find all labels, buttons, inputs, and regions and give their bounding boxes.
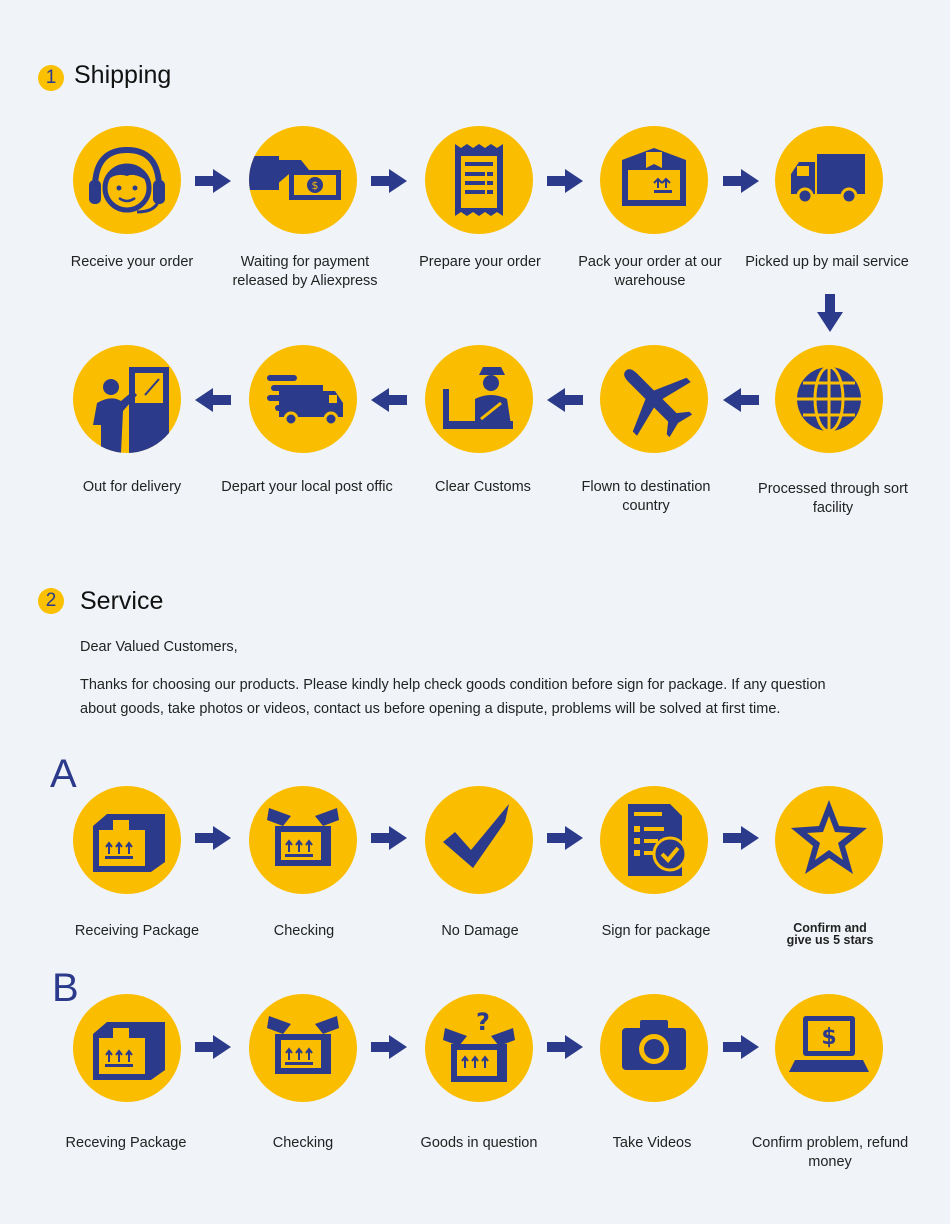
svg-text:$: $ — [311, 179, 319, 192]
closed-box-icon — [73, 786, 181, 894]
step-label: Receiving Package — [74, 923, 200, 939]
payment-hand-icon — [249, 126, 357, 234]
message-line: Thanks for choosing our products. Please kindly help check goods condition before sign for package. If any question — [80, 677, 826, 693]
step-label: Picked up by mail service — [745, 254, 909, 270]
step-label: Flown to destination country — [581, 479, 711, 514]
star-icon — [775, 786, 883, 894]
flow-letter: A — [50, 752, 77, 796]
arrow-left-icon — [723, 388, 759, 412]
arrow-right-icon — [371, 1035, 407, 1059]
step-label: Take Videos — [612, 1135, 692, 1151]
arrow-left-icon — [195, 388, 231, 412]
section-title: Shipping — [74, 61, 172, 89]
step-label: Pack your order at our warehouse — [578, 254, 722, 289]
arrow-right-icon — [547, 169, 583, 193]
step-label: Receive your order — [70, 254, 194, 270]
arrow-right-icon — [195, 169, 231, 193]
globe-icon — [775, 345, 883, 453]
arrow-right-icon — [723, 169, 759, 193]
svg-text:?: ? — [476, 1008, 490, 1036]
step-label — [740, 922, 920, 946]
checklist-icon — [600, 786, 708, 894]
open-box-icon — [249, 786, 357, 894]
step-label: Goods in question — [420, 1135, 538, 1151]
headset-agent-icon — [73, 126, 181, 234]
arrow-down-icon — [817, 294, 843, 332]
airplane-icon — [600, 345, 708, 453]
step-label: Waiting for payment released by Aliexpress — [232, 254, 378, 289]
arrow-right-icon — [371, 169, 407, 193]
step-label: Checking — [272, 1135, 334, 1151]
question-box-icon — [425, 994, 533, 1102]
checkmark-icon — [425, 786, 533, 894]
step-label: Prepare your order — [419, 254, 541, 270]
step-label: Clear Customs — [435, 479, 531, 495]
step-label: Sign for package — [601, 923, 711, 939]
delivery-truck-icon — [249, 345, 357, 453]
package-box-icon — [600, 126, 708, 234]
arrow-right-icon — [195, 826, 231, 850]
open-box-icon — [249, 994, 357, 1102]
truck-icon — [775, 126, 883, 234]
section-title: Service — [80, 587, 164, 615]
arrow-left-icon — [547, 388, 583, 412]
arrow-left-icon — [371, 388, 407, 412]
step-label: Processed through sort facility — [758, 481, 908, 516]
step-label: No Damage — [441, 923, 519, 939]
message-line: about goods, take photos or videos, contact us before opening a dispute, problems will be solved at first time. — [80, 701, 781, 717]
closed-box-icon — [73, 994, 181, 1102]
laptop-dollar-icon — [775, 994, 883, 1102]
courier-door-icon — [73, 345, 181, 453]
arrow-right-icon — [195, 1035, 231, 1059]
arrow-right-icon — [723, 826, 759, 850]
section-number-badge: 2 — [38, 588, 64, 614]
camera-icon — [600, 994, 708, 1102]
arrow-right-icon — [547, 1035, 583, 1059]
greeting-text: Dear Valued Customers, — [80, 639, 238, 655]
step-label-line: give us 5 stars — [786, 933, 874, 947]
arrow-right-icon — [547, 826, 583, 850]
step-label: Checking — [273, 923, 335, 939]
step-label: Confirm problem, refund money — [751, 1135, 909, 1170]
step-label: Depart your local post offic — [221, 479, 393, 495]
arrow-right-icon — [371, 826, 407, 850]
section-number-badge: 1 — [38, 65, 64, 91]
receipt-icon — [425, 126, 533, 234]
step-label-line: Confirm and — [793, 921, 867, 935]
customs-officer-icon — [425, 345, 533, 453]
arrow-right-icon — [723, 1035, 759, 1059]
flow-letter: B — [52, 966, 79, 1010]
step-label: Receving Package — [65, 1135, 187, 1151]
step-label: Out for delivery — [82, 479, 182, 495]
svg-text:$: $ — [821, 1025, 837, 1050]
